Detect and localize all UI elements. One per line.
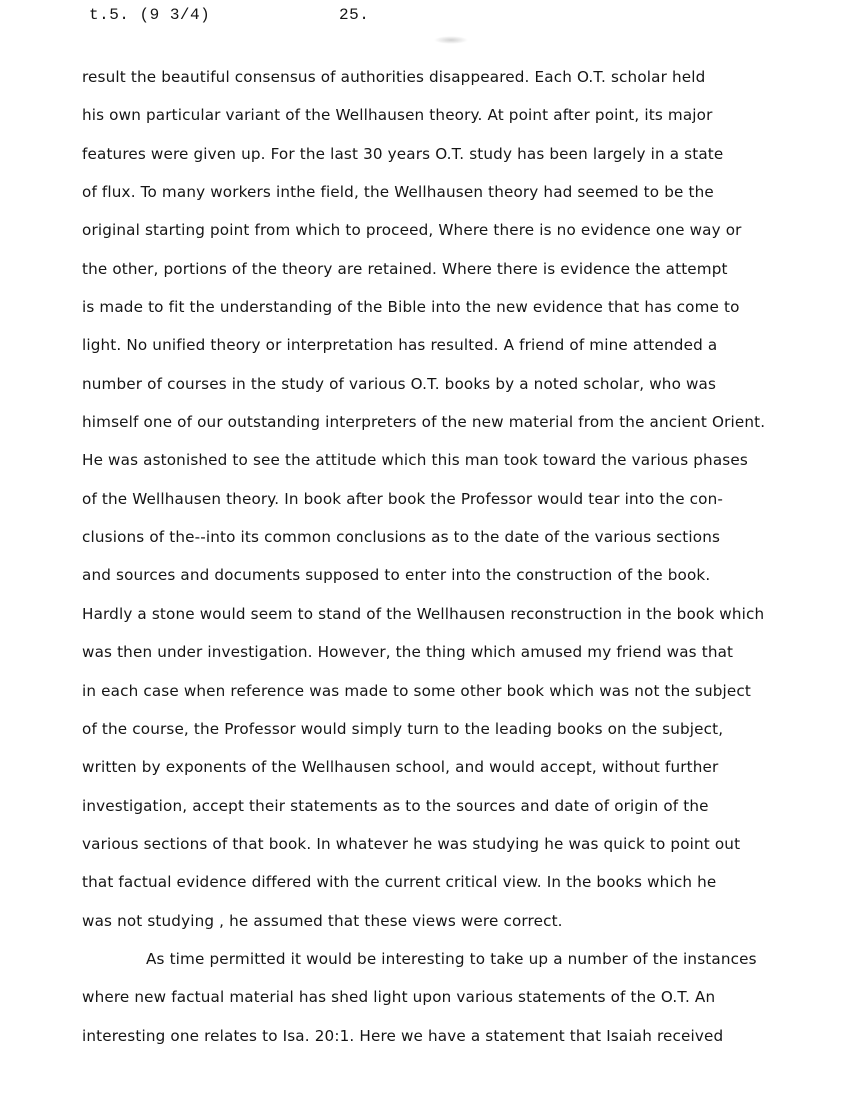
- text-line: written by exponents of the Wellhausen school, and would accept, without further: [82, 758, 719, 777]
- page-header-reference: t.5. (9 3/4): [89, 6, 211, 24]
- text-line: that factual evidence differed with the current critical view. In the books which he: [82, 873, 717, 892]
- text-line: investigation, accept their statements as to the sources and date of origin of the: [82, 796, 709, 815]
- text-line: of the Wellhausen theory. In book after book the Professor would tear into the con-: [82, 489, 724, 508]
- body-text: [82, 63, 814, 1060]
- text-line: various sections of that book. In whatever he was studying he was quick to point out: [82, 834, 741, 853]
- text-line: the other, portions of the theory are retained. Where there is evidence the attempt: [82, 259, 728, 278]
- text-line: and sources and documents supposed to enter into the construction of the book.: [82, 566, 711, 585]
- text-line: original starting point from which to proceed, Where there is no evidence one way or: [82, 221, 742, 240]
- paragraph-start-line: As time permitted it would be interesting to take up a number of the instances: [146, 949, 757, 968]
- text-line: Hardly a stone would seem to stand of the Wellhausen reconstruction in the book which: [82, 604, 765, 623]
- text-line: of flux. To many workers inthe field, the Wellhausen theory had seemed to be the: [82, 183, 714, 202]
- text-line: was then under investigation. However, the thing which amused my friend was that: [82, 643, 734, 662]
- text-line: clusions of the--into its common conclusions as to the date of the various sections: [82, 528, 721, 547]
- text-line: number of courses in the study of various O.T. books by a noted scholar, who was: [82, 374, 717, 393]
- text-line: where new factual material has shed light upon various statements of the O.T. An: [82, 988, 716, 1007]
- ink-smudge: [434, 36, 468, 44]
- text-line: himself one of our outstanding interpreters of the new material from the ancient Orient.: [82, 413, 766, 432]
- text-line: light. No unified theory or interpretation has resulted. A friend of mine attended a: [82, 336, 718, 355]
- text-line: of the course, the Professor would simply turn to the leading books on the subject,: [82, 719, 724, 738]
- text-line: features were given up. For the last 30 years O.T. study has been largely in a state: [82, 144, 724, 163]
- text-line: interesting one relates to Isa. 20:1. Here we have a statement that Isaiah received: [82, 1026, 724, 1045]
- text-line: is made to fit the understanding of the Bible into the new evidence that has come to: [82, 298, 740, 317]
- text-line: his own particular variant of the Wellhausen theory. At point after point, its major: [82, 106, 713, 125]
- text-line: He was astonished to see the attitude which this man took toward the various phases: [82, 451, 748, 470]
- text-line: was not studying , he assumed that these views were correct.: [82, 911, 563, 930]
- text-line: in each case when reference was made to some other book which was not the subject: [82, 681, 752, 700]
- text-line: result the beautiful consensus of authorities disappeared. Each O.T. scholar held: [82, 68, 706, 86]
- page-number: 25.: [339, 6, 370, 24]
